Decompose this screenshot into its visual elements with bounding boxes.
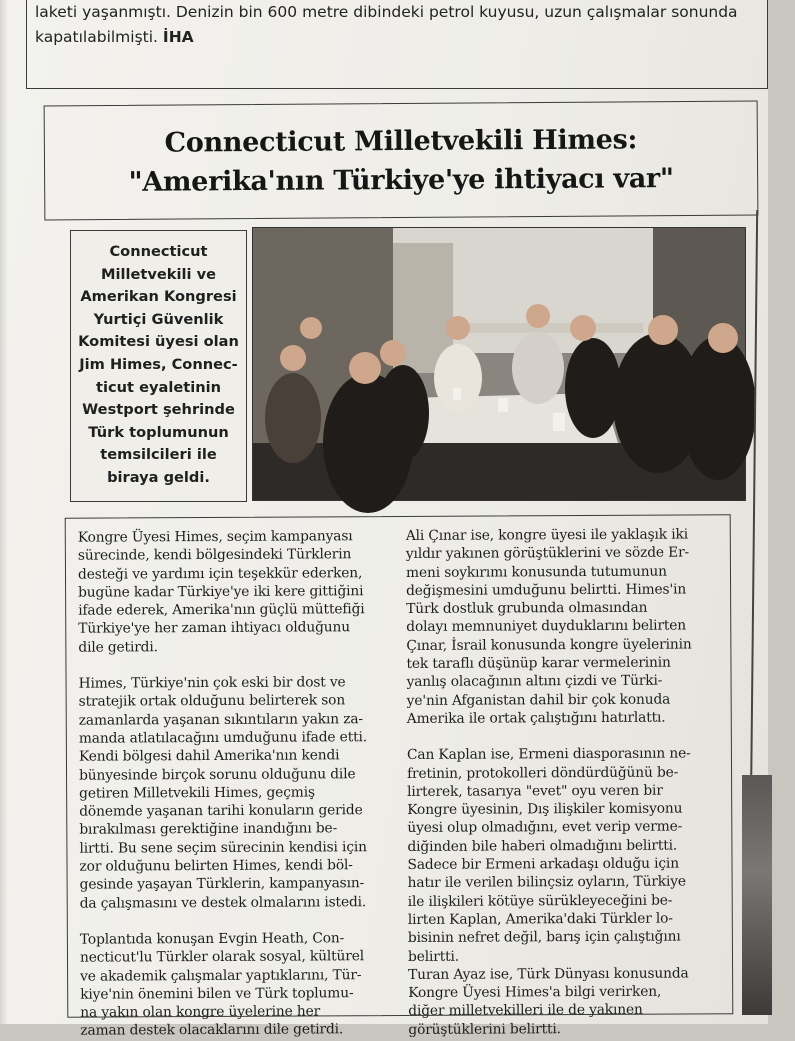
text-line: dolayı memnuniyet duyduklarını belirten [406,617,687,636]
text-line: getiren Milletvekili Himes, geçmiş [79,784,315,802]
text-line: Toplantıda konuşan Evgin Heath, Con- [79,930,345,948]
text-line: sürecinde, kendi bölgesindeki Türklerin [77,546,352,564]
text-line: ile ilişkileri kötüye sürükleyeceğini be- [407,892,673,910]
article-paragraph [406,525,722,728]
text-line: üyesi olup olmadığını, evet verip verme- [407,818,683,837]
text-line: diğinden bile haberi olmadığını belirtti. [407,837,678,855]
text-line: ifade ederek, Amerika'nın güçlü müttefiği [78,601,365,619]
text-line: yıldır yakınen görüştüklerini ve sözde Er- [405,544,690,563]
text-line: Çınar, İsrail konusunda kongre üyelerinin [406,636,692,654]
text-line: Turan Ayaz ise, Türk Dünyası konusunda [408,965,689,983]
adjacent-photo-edge [742,775,772,1015]
text-line: lirterek, tasarıya "evet" oyu veren bir [407,782,663,800]
text-line: hatır ile verilen bilinçsiz oyların, Türkiye [407,873,686,892]
text-line: necticut'lu Türkler olarak sosyal, kültürel [79,948,365,966]
headline-box [44,101,759,221]
text-line: zamanlarda yaşanan sıkıntıların yakın za- [78,710,363,729]
text-line: Kendi bölgesi dahil Amerika'nın kendi [78,747,340,765]
text-line: Türk dostluk grubunda olmasından [406,599,648,618]
summary-line: Yurtiçi Güvenlik [93,310,224,328]
article-paragraph [407,745,723,966]
headline-line-2: "Amerika'nın Türkiye'ye ihtiyacı var" [128,163,674,198]
text-line: diğer milletvekilleri ile de yakınen [408,1002,643,1020]
text-line: da çalışmasını ve destek olmalarını istedi. [79,893,367,912]
text-line: Can Kaplan ise, Ermeni diasporasının ne- [406,745,691,764]
summary-line: ticut eyaletinin [96,378,221,396]
text-line: Türkiye'ye her zaman ihtiyacı olduğunu [78,619,351,638]
summary-line: Jim Himes, Connec- [79,355,238,373]
summary-line: Komitesi üyesi olan [78,333,239,351]
text-line: dönemde yaşanan tarihi konuların geride [79,802,363,820]
text-line: belirtti. [407,948,460,965]
text-line: desteği ve yardımı için teşekkür ederken, [77,564,363,583]
headline-line-1: Connecticut Milletvekili Himes: [164,124,638,159]
text-line: değişmesini umduğunu belirtti. Himes'in [406,581,687,599]
previous-article-line: laketi yaşanmıştı. Denizin bin 600 metre dibindeki petrol kuyusu, uzun çalışmalar sonunda [35,3,738,21]
text-line: zaman destek olacaklarını dile getirdi. [80,1021,344,1040]
summary-line: Westport şehrinde [82,401,235,419]
article-body-box [65,514,734,1040]
meeting-photo [252,227,746,501]
meeting-photo-illustration [253,228,745,500]
previous-article-source: İHA [162,28,194,46]
text-line: gesinde yaşayan Türklerin, kampanyasın- [79,875,365,894]
text-line: stratejik ortak olduğunu belirterek son [78,692,346,711]
text-line: kiye'nin önemini bilen ve Türk toplumu- [80,985,354,1003]
text-line: manda atlatılacağını umduğunu ifade etti. [78,729,368,747]
article-column-right [406,525,724,1039]
text-line: bünyesinde birçok sorunu olduğunu dile [79,765,356,784]
text-line: ye'nin Afganistan dahil bir çok konuda [406,691,671,709]
summary-line: Türk toplumunun [88,423,229,441]
text-line: yanlış olacağının altını çizdi ve Türki- [406,672,663,691]
article-paragraph [408,964,723,1039]
article-paragraph [80,929,391,1040]
summary-line: temsilcileri ile [100,446,217,464]
text-line: görüştüklerini belirtti. [408,1020,561,1038]
text-line: ve akademik çalışmalar yaptıklarını, Tür- [80,966,362,985]
summary-line: Milletvekili ve [100,265,217,283]
article-column-left [78,527,391,1040]
text-line: Kongre Üyesi Himes'a bilgi verirken, [408,983,662,1002]
text-line: Sadece bir Ermeni arkadaşı olduğu için [407,855,679,874]
summary-line: biraya geldi. [107,468,210,486]
summary-box [70,230,247,502]
text-line: tek taraflı düşünüp karar vermelerinin [406,654,671,673]
previous-article-box [26,0,768,89]
text-line: Ali Çınar ise, kongre üyesi ile yaklaşık iki [405,526,688,544]
previous-article-line: kapatılabilmişti. [35,28,158,46]
article-paragraph [78,527,389,657]
summary-text [77,241,240,490]
text-line: Kongre üyesinin, Dış ilişkiler komisyonu [407,800,683,819]
summary-line: Amerikan Kongresi [80,288,237,306]
text-line: bisinin nefret değil, barış için çalıştığını [407,928,681,947]
text-line: lirtti. Bu sene seçim sürecinin kendisi için [79,838,367,857]
text-line: bugüne kadar Türkiye'ye iki kere gittiğini [78,583,364,601]
text-line: Kongre Üyesi Himes, seçim kampanyası [77,528,353,546]
text-line: Amerika ile ortak çalıştığını hatırlattı. [406,709,666,727]
text-line: zor olduğunu belirten Himes, kendi böl- [79,857,353,875]
text-line: lirten Kaplan, Amerika'daki Türkler lo- [407,910,673,928]
text-line: dile getirdi. [78,639,158,656]
text-line: bırakılması gerektiğine inandığını be- [79,820,338,839]
previous-article-text [35,0,795,50]
text-line: Himes, Türkiye'nin çok eski bir dost ve [78,674,346,692]
text-line: na yakın olan kongre üyelerine her [80,1003,321,1021]
page-shadow [0,0,8,1024]
summary-line: Connecticut [109,243,208,260]
text-line: meni soykırımı konusunda tutumunun [405,563,667,581]
article-paragraph [79,673,390,912]
text-line: fretinin, protokolleri döndürdüğünü be- [406,764,679,782]
